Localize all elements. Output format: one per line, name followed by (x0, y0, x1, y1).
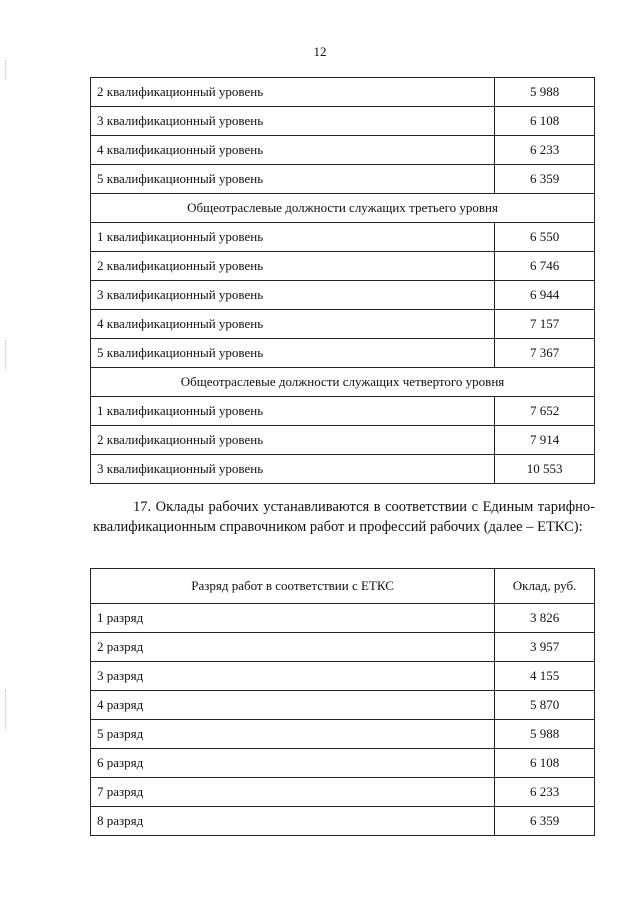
salary-value: 6 108 (495, 749, 595, 778)
page-number: 12 (313, 44, 327, 59)
grade-label: 5 разряд (91, 720, 495, 749)
table-row (91, 281, 595, 310)
table-row (91, 633, 595, 662)
column-header-salary: Оклад, руб. (495, 569, 595, 604)
level-label: 5 квалификационный уровень (91, 339, 495, 368)
margin-mark (5, 340, 7, 370)
salary-value: 4 155 (495, 662, 595, 691)
grade-label: 3 разряд (91, 662, 495, 691)
salary-value: 6 746 (495, 252, 595, 281)
table-row (91, 136, 595, 165)
level-label: 4 квалификационный уровень (91, 136, 495, 165)
grade-label: 1 разряд (91, 604, 495, 633)
level-label: 2 квалификационный уровень (91, 252, 495, 281)
level-label: 2 квалификационный уровень (91, 78, 495, 107)
table-row (91, 107, 595, 136)
table-row (91, 455, 595, 484)
paragraph-text: 17. Оклады рабочих устанавливаются в соответствии с Единым тарифно-квалификационным справочником работ и профессий рабочих (далее – ЕТКС): (93, 499, 595, 535)
grade-label: 7 разряд (91, 778, 495, 807)
table-header-row (91, 569, 595, 604)
table-row (91, 165, 595, 194)
salary-value: 6 233 (495, 778, 595, 807)
section-header: Общеотраслевые должности служащих четвертого уровня (91, 368, 595, 397)
table-row (91, 749, 595, 778)
salary-value: 7 652 (495, 397, 595, 426)
grade-label: 8 разряд (91, 807, 495, 836)
table-row (91, 807, 595, 836)
qualification-levels-table (90, 77, 595, 484)
table-row (91, 397, 595, 426)
level-label: 1 квалификационный уровень (91, 223, 495, 252)
table-row (91, 426, 595, 455)
level-label: 4 квалификационный уровень (91, 310, 495, 339)
table-row (91, 662, 595, 691)
salary-value: 7 367 (495, 339, 595, 368)
level-label: 3 квалификационный уровень (91, 455, 495, 484)
table-row (91, 223, 595, 252)
salary-value: 7 157 (495, 310, 595, 339)
table-row (91, 339, 595, 368)
salary-value: 6 233 (495, 136, 595, 165)
table-row (91, 78, 595, 107)
table-row (91, 252, 595, 281)
table-row (91, 778, 595, 807)
salary-value: 3 826 (495, 604, 595, 633)
section-header-row (91, 368, 595, 397)
grade-label: 4 разряд (91, 691, 495, 720)
salary-value: 6 550 (495, 223, 595, 252)
section-header: Общеотраслевые должности служащих третьего уровня (91, 194, 595, 223)
salary-value: 6 359 (495, 165, 595, 194)
grade-label: 2 разряд (91, 633, 495, 662)
table-row (91, 720, 595, 749)
table-row (91, 604, 595, 633)
table-row (91, 310, 595, 339)
level-label: 5 квалификационный уровень (91, 165, 495, 194)
margin-mark (5, 690, 7, 730)
grade-label: 6 разряд (91, 749, 495, 778)
level-label: 2 квалификационный уровень (91, 426, 495, 455)
salary-value: 5 988 (495, 720, 595, 749)
paragraph-17 (93, 497, 595, 537)
salary-value: 6 359 (495, 807, 595, 836)
section-header-row (91, 194, 595, 223)
salary-value: 5 870 (495, 691, 595, 720)
salary-value: 3 957 (495, 633, 595, 662)
level-label: 1 квалификационный уровень (91, 397, 495, 426)
table-row (91, 691, 595, 720)
level-label: 3 квалификационный уровень (91, 107, 495, 136)
salary-value: 10 553 (495, 455, 595, 484)
column-header-grade: Разряд работ в соответствии с ЕТКС (91, 569, 495, 604)
salary-value: 6 108 (495, 107, 595, 136)
salary-value: 6 944 (495, 281, 595, 310)
salary-value: 5 988 (495, 78, 595, 107)
worker-grades-table (90, 568, 595, 836)
salary-value: 7 914 (495, 426, 595, 455)
level-label: 3 квалификационный уровень (91, 281, 495, 310)
margin-mark (5, 60, 7, 80)
